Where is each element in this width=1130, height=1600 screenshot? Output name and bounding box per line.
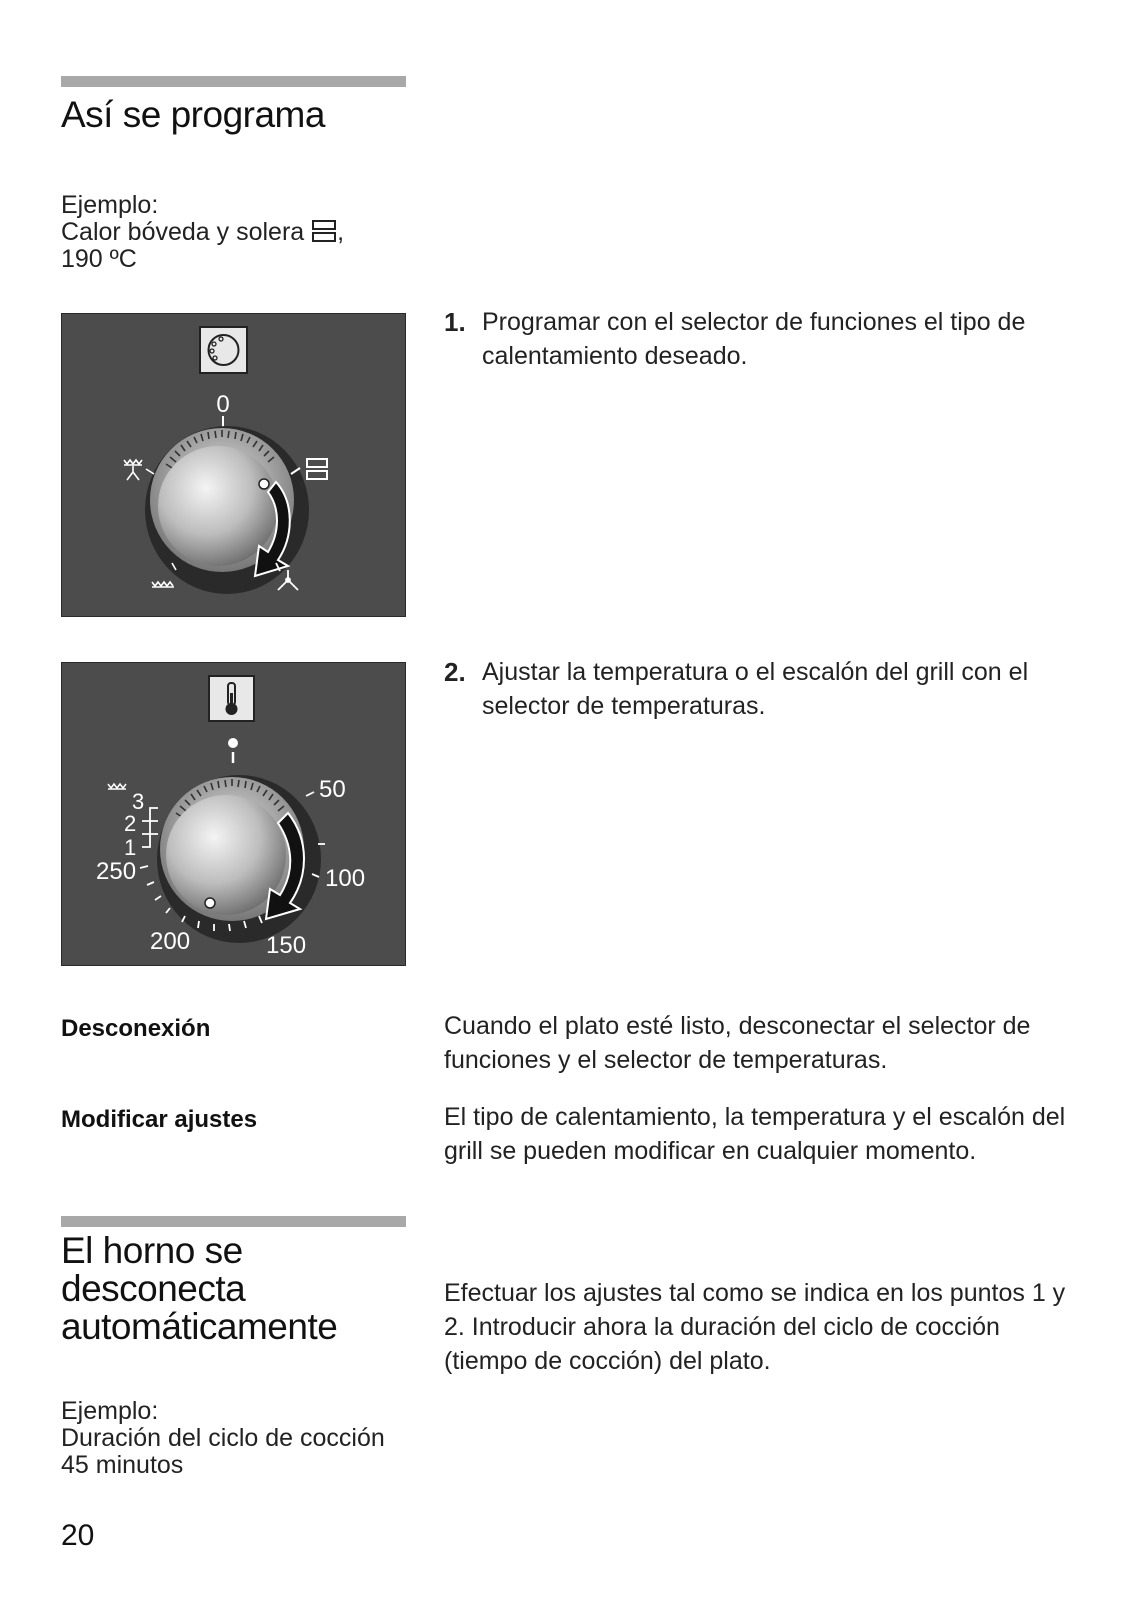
step-2 — [444, 655, 1084, 723]
function-dial-svg — [62, 314, 405, 616]
example-duration-value: 45 minutos — [61, 1451, 184, 1479]
thermometer-icon — [209, 676, 254, 721]
example-mode-text: Calor bóveda y solera — [61, 218, 305, 246]
grill-fan-icon — [124, 460, 154, 480]
page-number: 20 — [61, 1519, 95, 1552]
section-rule-top — [61, 76, 406, 87]
top-bottom-heat-icon — [311, 219, 337, 243]
step-1-number: 1. — [444, 307, 466, 337]
temp-label-200: 200 — [150, 928, 191, 955]
step-1 — [444, 305, 1084, 373]
example-block-1 — [61, 192, 344, 273]
text-auto-off: Efectuar los ajustes tal como se indica en los puntos 1 y 2. Introducir ahora la duración del ciclo de cocción (tiempo de cocción) del plato. — [444, 1279, 1066, 1375]
step-2-text: Ajustar la temperatura o el escalón del grill con el selector de temperaturas. — [482, 658, 1029, 720]
temperature-selector-illustration — [61, 662, 406, 966]
oven-selector-icon — [200, 327, 247, 373]
section-title-programming: Así se programa — [61, 94, 325, 135]
example-duration-label: Duración del ciclo de cocción — [61, 1424, 385, 1452]
label-switch-off: Desconexión — [61, 1015, 211, 1042]
section-title-auto-off — [61, 1232, 337, 1346]
example-label: Ejemplo: — [61, 191, 159, 219]
dial-zero-label: 0 — [216, 391, 230, 418]
knob-indicator-dot — [259, 479, 269, 489]
zero-dot — [228, 738, 238, 748]
text-modify-settings: El tipo de calentamiento, la temperatura y el escalón del grill se pueden modificar en cualquier momento. — [444, 1103, 1066, 1165]
temp-label-150: 150 — [266, 932, 307, 959]
text-switch-off: Cuando el plato esté listo, desconectar el selector de funciones y el selector de temperaturas. — [444, 1012, 1031, 1074]
section-title-line-3: automáticamente — [61, 1306, 338, 1347]
section-rule-auto-off — [61, 1216, 406, 1227]
grill-level-bracket — [142, 808, 158, 847]
temp-label-50: 50 — [319, 776, 346, 803]
grill-level-1: 1 — [124, 835, 137, 860]
example-block-2 — [61, 1398, 385, 1479]
grill-level-2: 2 — [124, 811, 137, 836]
example-mode — [61, 219, 344, 246]
section-title-line-2: desconecta — [61, 1268, 246, 1309]
temperature-dial-svg — [62, 663, 405, 965]
knob-indicator-dot — [205, 898, 215, 908]
label-modify-settings: Modificar ajustes — [61, 1106, 258, 1133]
step-1-text: Programar con el selector de funciones el tipo de calentamiento deseado. — [482, 308, 1026, 370]
example-temp: 190 ºC — [61, 245, 137, 273]
grill-icon — [108, 784, 126, 789]
example-label: Ejemplo: — [61, 1397, 159, 1425]
example-mode-suffix: , — [337, 218, 345, 246]
function-selector-illustration — [61, 313, 406, 617]
temp-label-100: 100 — [325, 865, 366, 892]
step-2-number: 2. — [444, 657, 466, 687]
grill-level-3: 3 — [132, 789, 145, 814]
temp-label-250: 250 — [96, 858, 137, 885]
section-title-line-1: El horno se — [61, 1230, 243, 1271]
